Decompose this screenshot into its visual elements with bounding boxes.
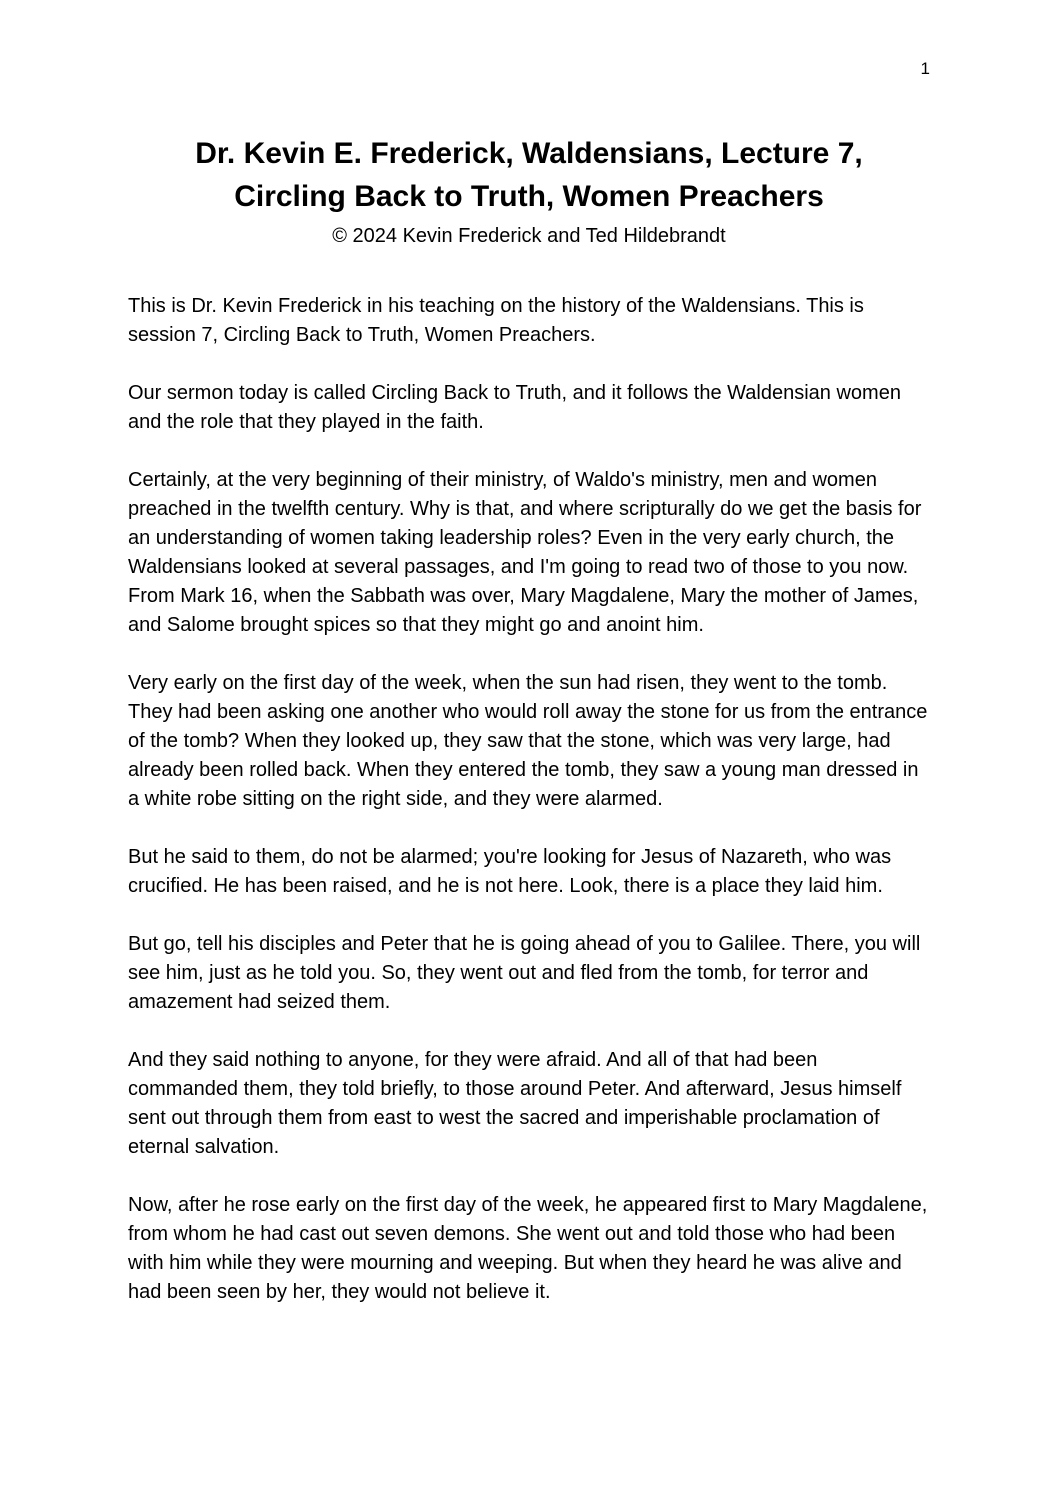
- title-line-1: Dr. Kevin E. Frederick, Waldensians, Lecture 7,: [195, 137, 863, 170]
- paragraph-intro: This is Dr. Kevin Frederick in his teaching on the history of the Waldensians. This is session 7, Circling Back to Truth, Women Preachers.: [128, 295, 864, 346]
- paragraph-appeared-to-mary: Now, after he rose early on the first day of the week, he appeared first to Mary Magdalene, from whom he had cast out seven demons. She went out and told those who had been with him while they were mourning and weeping. But when they heard he was alive and had been seen by her, they would not believe it.: [128, 1194, 928, 1303]
- paragraph-sermon-intro: Our sermon today is called Circling Back to Truth, and it follows the Waldensian women and the role that they played in the faith.: [128, 382, 901, 433]
- title-line-2: Circling Back to Truth, Women Preachers: [234, 180, 824, 213]
- paragraph-tomb-visit: Very early on the first day of the week, when the sun had risen, they went to the tomb. They had been asking one another who would roll away the stone for us from the entrance of the tomb? When they looked up, they saw that the stone, which was very large, had already been rolled back. When they entered the tomb, they saw a young man dressed in a white robe sitting on the right side, and they were alarmed.: [128, 672, 928, 810]
- paragraph-do-not-be-alarmed: But he said to them, do not be alarmed; you're looking for Jesus of Nazareth, who was crucified. He has been raised, and he is not here. Look, there is a place they laid him.: [128, 846, 892, 897]
- transcript-body: [128, 292, 930, 1307]
- copyright-line: © 2024 Kevin Frederick and Ted Hildebrandt: [332, 225, 726, 247]
- document-title: [128, 132, 930, 218]
- paragraph-ministry-beginning: Certainly, at the very beginning of their ministry, of Waldo's ministry, men and women preached in the twelfth century. Why is that, and where scripturally do we get the basis for an understanding of women taking leadership roles? Even in the very early church, the Waldensians looked at several passages, and I'm going to read two of those to you now. From Mark 16, when the Sabbath was over, Mary Magdalene, Mary the mother of James, and Salome brought spices so that they might go and anoint him.: [128, 469, 922, 636]
- paragraph-go-tell-disciples: But go, tell his disciples and Peter that he is going ahead of you to Galilee. There, you will see him, just as he told you. So, they went out and fled from the tomb, for terror and amazement had seized them.: [128, 933, 921, 1013]
- paragraph-said-nothing: And they said nothing to anyone, for they were afraid. And all of that had been commanded them, they told briefly, to those around Peter. And afterward, Jesus himself sent out through them from east to west the sacred and imperishable proclamation of eternal salvation.: [128, 1049, 902, 1158]
- page-number: 1: [920, 59, 930, 78]
